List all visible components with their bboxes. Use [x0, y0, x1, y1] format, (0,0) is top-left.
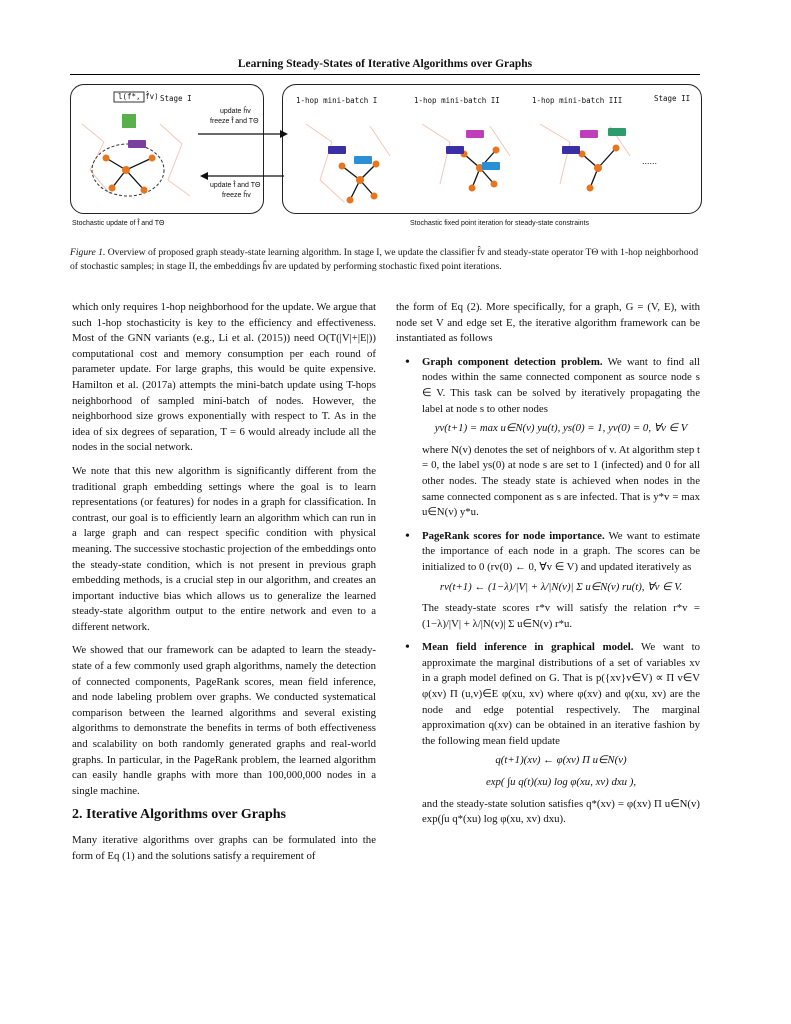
embedding-vector [128, 140, 146, 148]
arrow-top-line1: update ĥv [220, 108, 251, 115]
list-item [422, 529, 700, 633]
right-column [396, 300, 700, 836]
caption-label: Figure 1. [70, 247, 106, 258]
center-node [122, 166, 130, 174]
equation: rv(t+1) ← (1−λ)/|V| + λ/|N(v)| Σ u∈N(v) ru(t), ∀v ∈ V. [439, 580, 683, 593]
item-title: PageRank scores for node importance. [422, 529, 605, 542]
paragraph: the form of Eq (2). More specifically, for a graph, G = (V, E), with node set V and edge set E, the iterative algorithm framework can be instantiated as follows [396, 301, 700, 345]
stage2-caption: Stochastic fixed point iteration for steady-state constraints [410, 220, 589, 227]
item-text: and the steady-state solution satisfies q*(xv) = φ(xv) Π u∈N(v) exp(∫u q*(xu) log φ(xu, xv) dxu). [422, 797, 700, 826]
section-heading: 2. Iterative Algorithms over Graphs [72, 807, 286, 823]
ellipsis: ...... [642, 156, 658, 166]
neighbor-node [149, 155, 156, 162]
equation: q(t+1)(xv) ← φ(xv) Π u∈N(v) [495, 754, 627, 767]
item-text: where N(v) denotes the set of neighbors of v. At algorithm step t = 0, the label ys(0) at node s are set to 1 (infected) and 0 for all other nodes. The steady state is achieved when nodes in the same connected component as s are infected. That is y*v = max u∈N(v) y*u. [422, 443, 700, 519]
classifier-grid [122, 114, 136, 128]
header-rule [70, 74, 700, 75]
arrow-top-line2: freeze f̂ and TΘ [210, 118, 259, 125]
item-title: Mean field inference in graphical model. [422, 641, 634, 654]
arrow-bottom-line1: update f̂ and TΘ [210, 182, 261, 189]
loss-box-label: l(f*, f̂v) [118, 92, 159, 101]
paragraph: We note that this new algorithm is significantly different from the traditional graph embedding settings where the goal is to learn representations (or features) for nodes in a graph for classification. In contrast, our goal is to efficiently learn an algorithm which can run in a large graph and can respect specific condition with physical meaning. The successive stochastic projection of the embeddings onto the steady-state condition, which is not present in previous graph embedding methods, is a crucial step in our algorithm, and creates an important inductive bias which allows us to generalize the learned steady-state algorithm output to the entire network and even to a different network. [72, 464, 376, 633]
figure-1 [70, 84, 700, 234]
item-text: We want to approximate the marginal distributions of a set of variables xv in a graph model defined on G. That is p({xv}v∈V) ∝ Π v∈V φ(xv) Π (u,v)∈E φ(xu, xv) where φ(xv) and φ(xu, xv) are the node and edge potential respectively. The marginal approximation q(xv) can be obtained in an iterative fashion by the following mean field update [422, 641, 701, 747]
batch2-label: 1-hop mini-batch II [414, 96, 500, 105]
arrow-left-head [200, 172, 208, 180]
caption-text: Overview of proposed graph steady-state learning algorithm. In stage I, we update the classifier f̂v and steady-state operator TΘ with 1-hop neighborhood of stochastic samples; in stage II, the embeddings ĥv are updated by performing stochastic fixed point iterations. [70, 247, 699, 272]
figure-caption [70, 246, 700, 274]
batch1-label: 1-hop mini-batch I [296, 96, 378, 105]
item-title: Graph component detection problem. [422, 355, 603, 368]
left-column [72, 300, 376, 872]
neighbor-node [141, 187, 148, 194]
paragraph: We showed that our framework can be adapted to learn the steady-state of a few commonly used graph algorithms, namely the detection of connected components, PageRank scores, mean field inference, and node labeling problem over graphs. We conducted systematical comparison between the learned algorithms and several existing algorithms to demonstrate the benefits in terms of both effectiveness and scalability on both randomly generated graphs and real-world graphs. In particular, in the PageRank problem, the learned algorithm can easily handle graphs with more than 100,000,000 nodes in a single machine. [72, 644, 376, 797]
batch3-label: 1-hop mini-batch III [532, 96, 623, 105]
arrow-right-head [280, 130, 288, 138]
figure-graphics [70, 84, 700, 234]
equation: yv(t+1) = max u∈N(v) yu(t), ys(0) = 1, yv(0) = 0, ∀v ∈ V [434, 422, 688, 435]
stage1-label: Stage I [160, 94, 192, 103]
running-title: Learning Steady-States of Iterative Algorithms over Graphs [237, 58, 533, 70]
list-item [422, 355, 700, 521]
list-item [422, 640, 700, 828]
neighbor-node [109, 185, 116, 192]
arrow-bottom-line2: freeze ĥv [222, 192, 251, 199]
item-text: The steady-state scores r*v will satisfy the relation r*v = (1−λ)/|V| + λ/|N(v)| Σ u∈N(v) r*u. [422, 602, 700, 630]
algorithm-list [396, 355, 700, 828]
equation: exp( ∫u q(t)(xu) log φ(xu, xv) dxu ), [485, 776, 637, 789]
item-text: We want to estimate the importance of each node in a graph. The scores can be initialized to 0 (rv(0) ← 0, ∀v ∈ V) and updated iteratively as [422, 529, 700, 573]
stage1-caption: Stochastic update of f̂ and TΘ [72, 220, 165, 227]
stage2-graphs [306, 124, 630, 204]
item-text: We want to find all nodes within the same connected component as source node s ∈ V. This task can be solved by iteratively propagating the label at node s to other nodes [422, 355, 700, 415]
paragraph: Many iterative algorithms over graphs can be formulated into the form of Eq (1) and the solutions satisfy a requirement of [72, 834, 376, 862]
stage2-label: Stage II [654, 94, 691, 103]
neighbor-node [103, 155, 110, 162]
paragraph: which only requires 1-hop neighborhood for the update. We argue that such 1-hop stochasticity is key to the efficiency and effectiveness. Most of the GNN variants (e.g., Li et al. (2015)) need O(T(|V|+|E|)) computational cost and memory consumption per each round of parameter update. For large graphs, this would be quite expensive. Hamilton et al. (2017a) attempts the mini-batch update using T-hops neighborhood of sampled mini-batch of nodes. However, the neighborhood size grows exponentially with respect to T. As in the idea of six degrees of separation, T = 6 would already include all the nodes in the social network. [72, 301, 376, 454]
